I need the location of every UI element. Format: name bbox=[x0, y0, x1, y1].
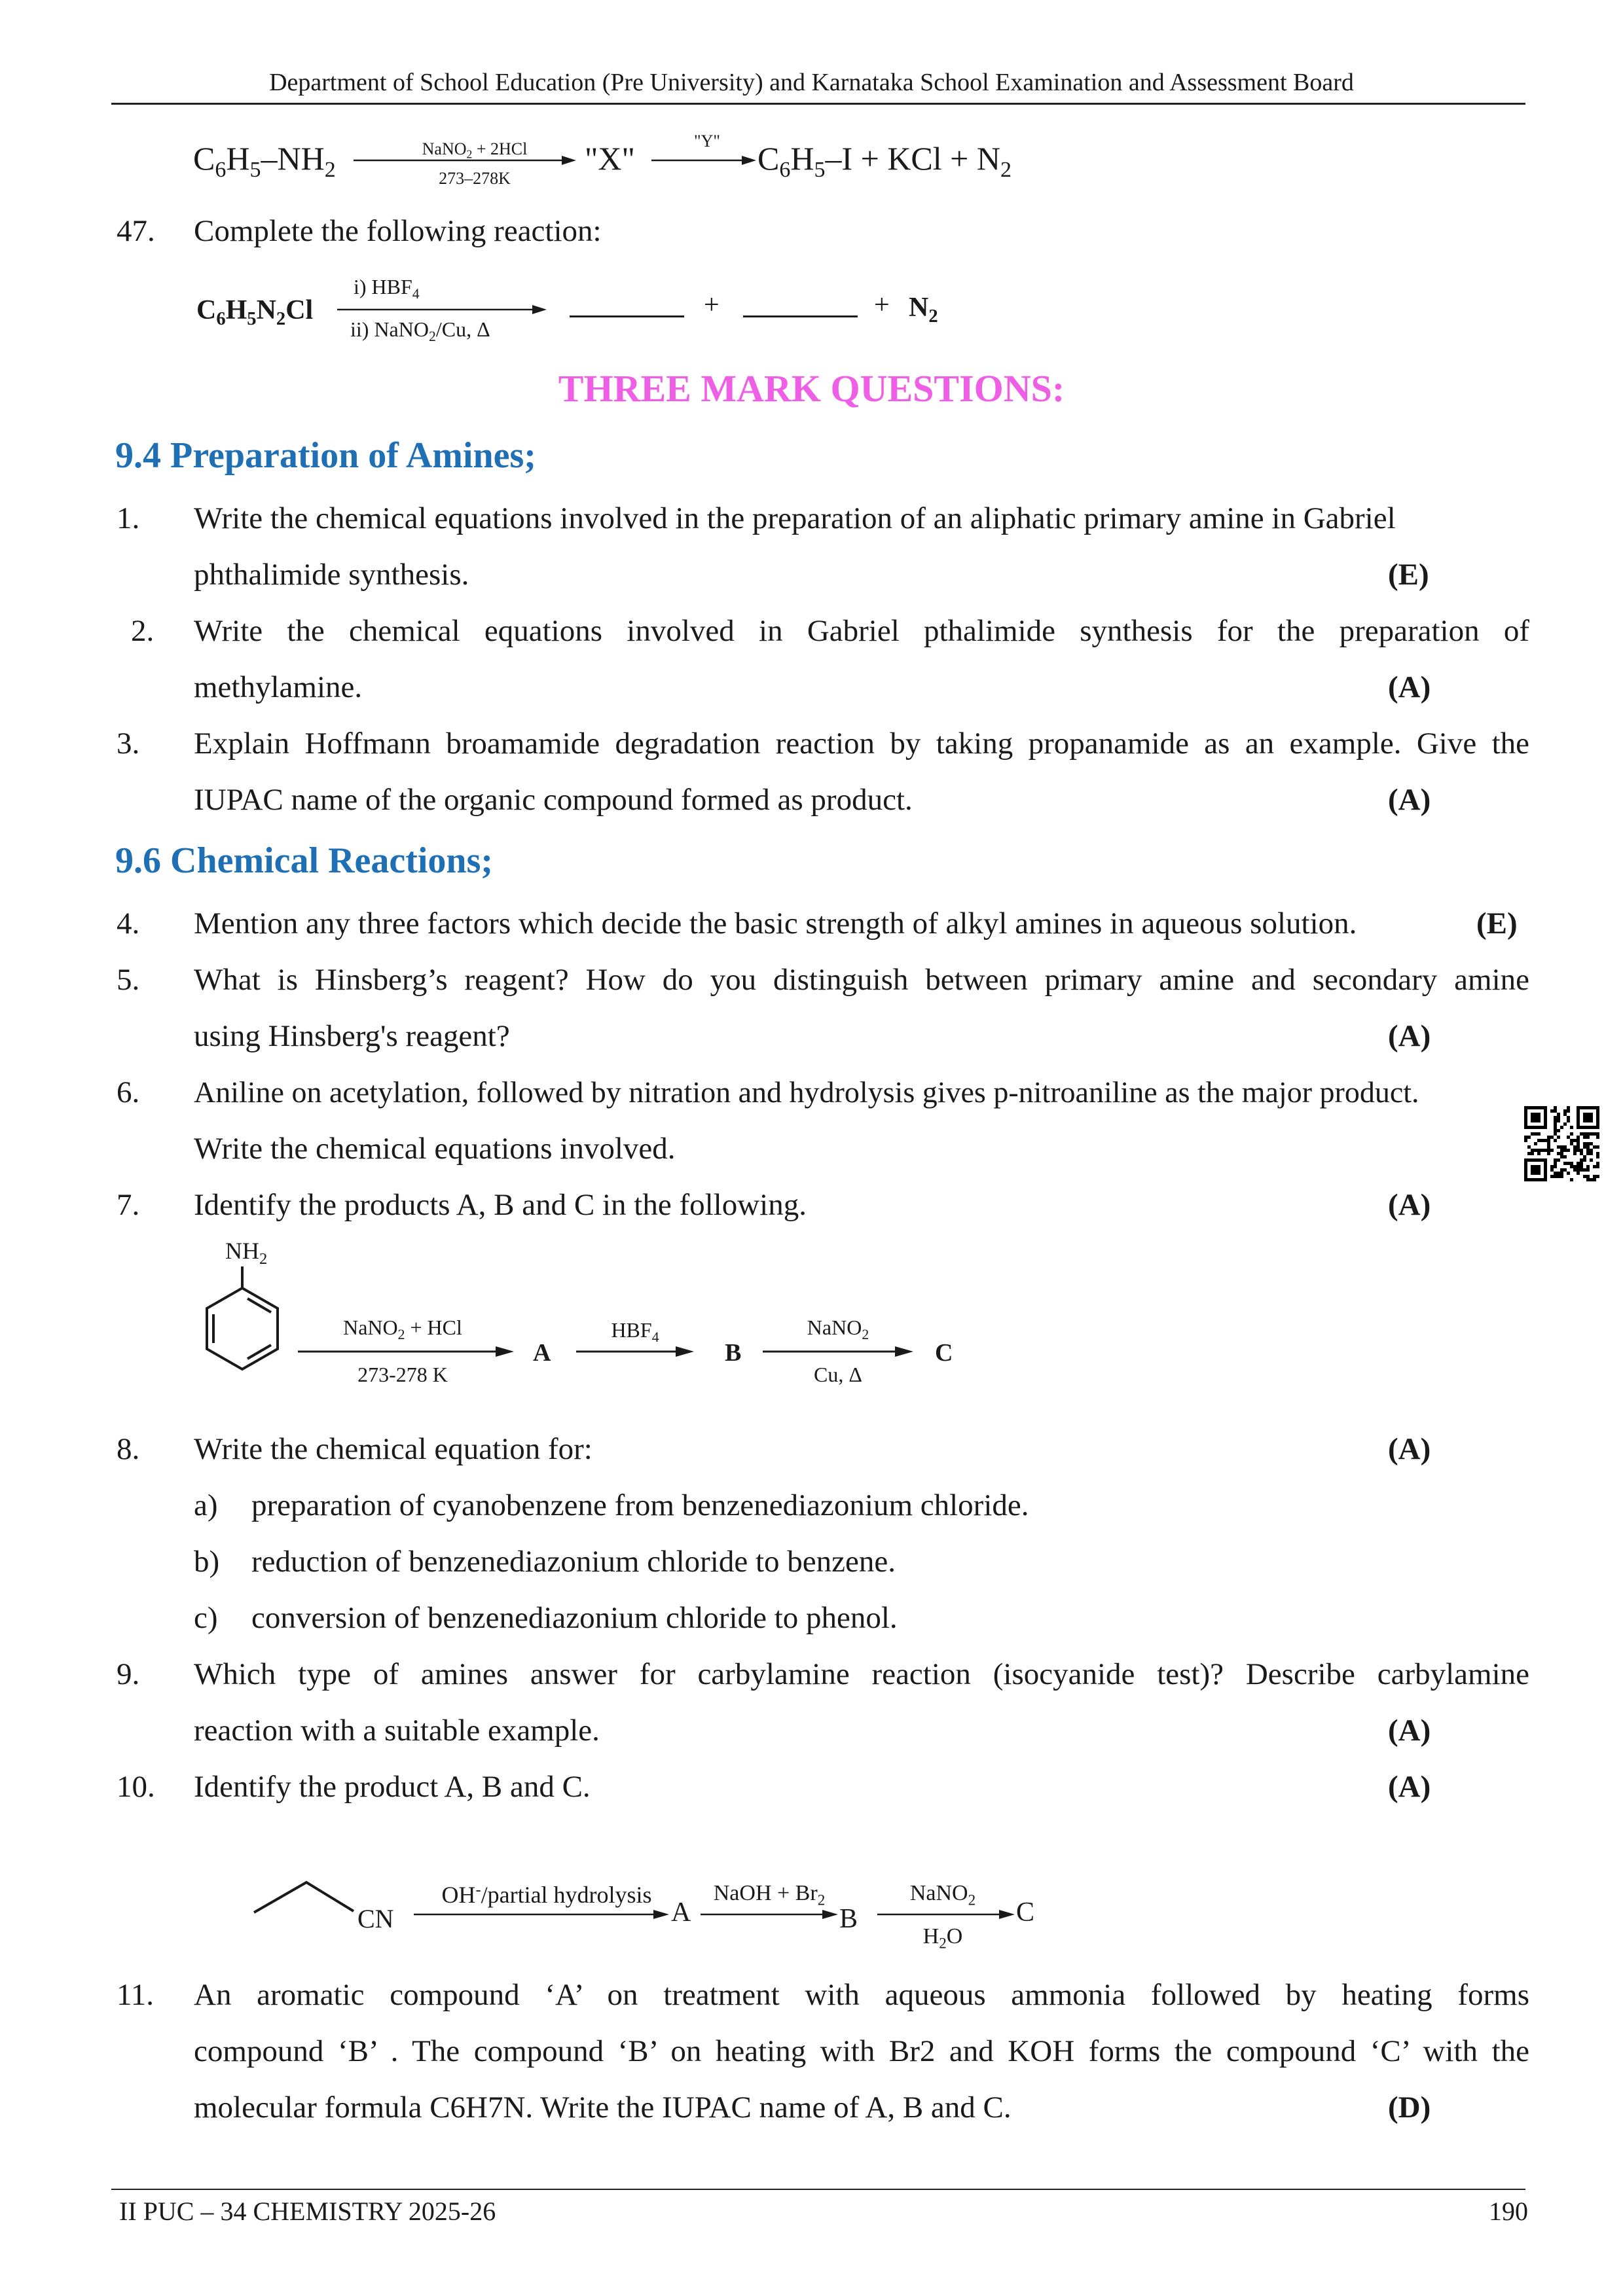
q8-item-b-label: b) bbox=[194, 1545, 220, 1579]
q8-item-b-text: reduction of benzenediazonium chloride to benzene. bbox=[251, 1545, 896, 1579]
q9-line1: Which type of amines answer for carbylamine reaction (isocyanide test)? Describe carbylamine bbox=[194, 1657, 1529, 1691]
q47-arrow bbox=[337, 303, 547, 316]
q47-cond2: ii) NaNO$_2$/Cu, Δ bbox=[350, 317, 490, 344]
page-number: 190 bbox=[1489, 2197, 1528, 2226]
q5-line2: using Hinsberg's reagent? bbox=[194, 1019, 510, 1053]
q11-line1: An aromatic compound ‘A’ on treatment with aqueous ammonia followed by heating forms bbox=[194, 1978, 1529, 2012]
q8-item-a-text: preparation of cyanobenzene from benzenediazonium chloride. bbox=[251, 1488, 1029, 1522]
q1-line1: Write the chemical equations involved in the preparation of an aliphatic primary amine in Gabriel bbox=[194, 501, 1396, 535]
q1-number: 1. bbox=[117, 501, 140, 535]
q4-grade: (E) bbox=[1476, 906, 1518, 941]
q2-line2: methylamine. bbox=[194, 670, 363, 704]
scheme10-arrow1 bbox=[414, 1908, 669, 1921]
q47-plus-2: + bbox=[874, 290, 890, 320]
qr-code-icon[interactable] bbox=[1524, 1106, 1599, 1181]
scheme10-step2-top: NaOH + $Br_2$ bbox=[713, 1881, 826, 1909]
top-equation bbox=[193, 128, 1044, 187]
q8-item-c-label: c) bbox=[194, 1601, 218, 1635]
scheme7-product-c: C bbox=[935, 1339, 953, 1367]
propyl-chain-icon bbox=[249, 1872, 367, 1924]
scheme7-arrow3 bbox=[763, 1345, 913, 1358]
q1-line2: phthalimide synthesis. bbox=[194, 558, 469, 592]
footer-course: II PUC – 34 CHEMISTRY 2025-26 bbox=[119, 2197, 496, 2226]
benzene-ring-icon bbox=[190, 1257, 295, 1388]
q7-line1: Identify the products A, B and C in the following. bbox=[194, 1188, 807, 1222]
q47-reactant: $C_6H_5N_2Cl$ bbox=[196, 295, 314, 330]
scheme10-step3-top: NaNO$_2$ bbox=[909, 1881, 976, 1909]
top-eq-arrow2 bbox=[651, 154, 756, 167]
scheme-10 bbox=[249, 1872, 1100, 1964]
top-eq-arrow1-top: NaNO$_2$ + 2HCl bbox=[422, 139, 528, 161]
scheme10-cn-group: CN bbox=[357, 1904, 394, 1933]
section-9-6-heading: 9.6 Chemical Reactions; bbox=[115, 840, 494, 881]
scheme-7 bbox=[190, 1237, 976, 1407]
q47-blank-2[interactable] bbox=[743, 315, 858, 317]
scheme10-product-c: C bbox=[1016, 1897, 1035, 1928]
q8-number: 8. bbox=[117, 1432, 140, 1466]
q3-grade: (A) bbox=[1388, 783, 1431, 817]
q6-line1: Aniline on acetylation, followed by nitration and hydrolysis gives p-nitroaniline as the major product. bbox=[194, 1075, 1419, 1109]
q7-grade: (A) bbox=[1388, 1188, 1431, 1222]
scheme7-step3-top: NaNO$_2$ bbox=[807, 1316, 869, 1342]
q1-grade: (E) bbox=[1388, 558, 1429, 592]
q2-grade: (A) bbox=[1388, 670, 1431, 704]
scheme10-product-a: A bbox=[671, 1897, 691, 1928]
q10-line1: Identify the product A, B and C. bbox=[194, 1770, 591, 1804]
section-9-4-heading: 9.4 Preparation of Amines; bbox=[115, 435, 536, 476]
q6-number: 6. bbox=[117, 1075, 140, 1109]
q3-number: 3. bbox=[117, 726, 140, 761]
footer-rule bbox=[111, 2189, 1525, 2190]
scheme10-step3-bottom: $H_2O$ bbox=[922, 1924, 963, 1952]
scheme7-step1-bottom: 273-278 K bbox=[357, 1363, 448, 1386]
scheme7-step1-top: NaNO$_2$ + HCl bbox=[343, 1316, 462, 1342]
scheme10-product-b: B bbox=[839, 1904, 858, 1934]
scheme10-step1-top: OH-/partial hydrolysis bbox=[441, 1881, 652, 1909]
q9-line2: reaction with a suitable example. bbox=[194, 1713, 600, 1748]
three-mark-banner: THREE MARK QUESTIONS: bbox=[558, 367, 1065, 410]
q2-line1: Write the chemical equations involved in Gabriel pthalimide synthesis for the preparation of bbox=[194, 614, 1529, 648]
q8-grade: (A) bbox=[1388, 1432, 1431, 1466]
q5-line1: What is Hinsberg’s reagent? How do you distinguish between primary amine and secondary amine bbox=[194, 963, 1529, 997]
q5-number: 5. bbox=[117, 963, 140, 997]
q8-item-a-label: a) bbox=[194, 1488, 218, 1522]
scheme7-product-a: A bbox=[533, 1339, 551, 1367]
q10-grade: (A) bbox=[1388, 1770, 1431, 1804]
top-eq-arrow1 bbox=[354, 154, 576, 167]
top-eq-arrow2-top: "Y" bbox=[693, 132, 720, 151]
scheme7-step3-bottom: Cu, Δ bbox=[814, 1363, 862, 1386]
q47-text: Complete the following reaction: bbox=[194, 214, 602, 248]
q10-number: 10. bbox=[117, 1770, 155, 1804]
header-rule bbox=[111, 103, 1525, 105]
q8-line1: Write the chemical equation for: bbox=[194, 1432, 593, 1466]
scheme7-arrow2 bbox=[576, 1345, 694, 1358]
q47-product-n2: $N_2$ bbox=[909, 293, 938, 327]
q7-number: 7. bbox=[117, 1188, 140, 1222]
scheme7-nh2: $NH_2$ bbox=[225, 1238, 268, 1268]
q11-grade: (D) bbox=[1388, 2090, 1431, 2125]
scheme7-arrow1 bbox=[298, 1345, 514, 1358]
q2-number: 2. bbox=[131, 614, 155, 648]
q9-number: 9. bbox=[117, 1657, 140, 1691]
q6-line2: Write the chemical equations involved. bbox=[194, 1132, 676, 1166]
q3-line1: Explain Hoffmann broamamide degradation reaction by taking propanamide as an example. Give the bbox=[194, 726, 1529, 761]
top-eq-arrow1-bottom: 273–278K bbox=[439, 169, 511, 188]
q4-number: 4. bbox=[117, 906, 140, 941]
q11-line2: compound ‘B’ . The compound ‘B’ on heating with Br2 and KOH forms the compound ‘C’ with the bbox=[194, 2034, 1529, 2068]
scheme7-product-b: B bbox=[725, 1339, 742, 1367]
q8-item-c-text: conversion of benzenediazonium chloride to phenol. bbox=[251, 1601, 898, 1635]
q47-plus-1: + bbox=[704, 290, 720, 320]
scheme7-step2-top: $HBF_4$ bbox=[611, 1318, 659, 1345]
top-eq-reactant: $C_6H_5-NH_2$ bbox=[193, 140, 336, 182]
q5-grade: (A) bbox=[1388, 1019, 1431, 1053]
scheme10-arrow3 bbox=[877, 1908, 1015, 1921]
q47-number: 47. bbox=[117, 214, 155, 248]
q3-line2: IUPAC name of the organic compound formed as product. bbox=[194, 783, 913, 817]
q47-cond1: i) $HBF_4$ bbox=[354, 275, 420, 302]
top-eq-intermediate: "X" bbox=[585, 140, 635, 177]
q9-grade: (A) bbox=[1388, 1713, 1431, 1748]
top-eq-products: $C_6H_5-I$ + KCl + $N_2$ bbox=[757, 140, 1012, 182]
page-header: Department of School Education (Pre University) and Karnataka School Examination and Assessment Board bbox=[269, 69, 1354, 96]
q47-blank-1[interactable] bbox=[570, 315, 684, 317]
q47-equation bbox=[196, 275, 982, 347]
q11-line3: molecular formula C6H7N. Write the IUPAC name of A, B and C. bbox=[194, 2090, 1012, 2125]
q11-number: 11. bbox=[117, 1978, 155, 2012]
scheme10-arrow2 bbox=[701, 1908, 838, 1921]
q4-line1: Mention any three factors which decide the basic strength of alkyl amines in aqueous solution. bbox=[194, 906, 1357, 941]
